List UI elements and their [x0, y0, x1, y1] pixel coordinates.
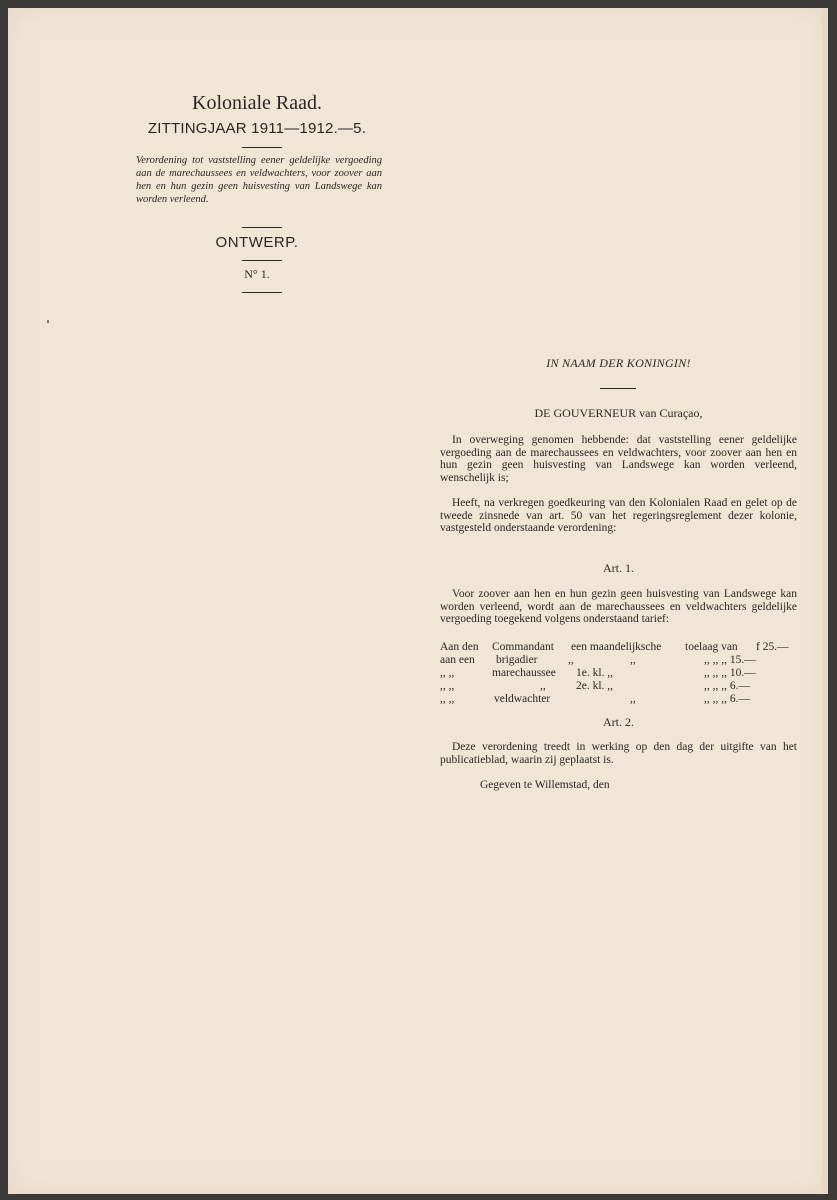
- tariff-cell: ,, ,,: [440, 693, 455, 705]
- tariff-rank: Commandant: [492, 641, 554, 653]
- tariff-amount: ,, ,, ,, 10.—: [704, 667, 756, 679]
- paper-speck: [47, 320, 49, 323]
- divider: [242, 260, 282, 261]
- divider: [242, 147, 282, 148]
- tariff-cell: ,, ,,: [440, 680, 455, 692]
- tariff-cell: ,,: [630, 654, 636, 666]
- tariff-rank: marechaussee: [492, 667, 556, 679]
- draft-label: ONTWERP.: [215, 234, 299, 251]
- tariff-amount: f 25.—: [756, 641, 789, 653]
- article-1-heading: Art. 1.: [603, 561, 634, 575]
- divider: [242, 292, 282, 293]
- tariff-cell: ,,: [568, 654, 574, 666]
- consideration-paragraph: In overweging genomen hebbende: dat vaststelling eener geldelijke vergoeding aan de marechaussees en veldwachters, voor zoover aan hen en hun gezin geen huisvesting van Landswege kan worden verleend, wenschelijk is;: [440, 434, 797, 484]
- tariff-row: [440, 654, 797, 667]
- divider: [600, 388, 636, 389]
- page-edge: [822, 8, 828, 1194]
- approval-paragraph: Heeft, na verkregen goedkeuring van den Kolonialen Raad en gelet op de tweede zinsnede van art. 50 van het regeringsreglement dezer kolonie, vastgesteld onderstaande verordening:: [440, 497, 797, 534]
- tariff-rank: veldwachter: [494, 693, 551, 705]
- ordinance-description: Verordening tot vaststelling eener geldelijke vergoeding aan de marechaussees en veldwachters, voor zoover aan hen en hun gezin geen huisvesting van Landswege kan worden verleend.: [136, 155, 382, 205]
- divider: [242, 227, 282, 228]
- tariff-cell: Aan den: [440, 641, 479, 653]
- governor-heading: DE GOUVERNEUR van Curaçao,: [534, 406, 703, 420]
- tariff-rank: brigadier: [496, 654, 538, 666]
- tariff-row: [440, 667, 797, 680]
- tariff-cell: 1e. kl. ,,: [576, 667, 614, 679]
- tariff-amount: ,, ,, ,, 15.—: [704, 654, 756, 666]
- tariff-amount: ,, ,, ,, 6.—: [704, 680, 750, 692]
- closing-line: Gegeven te Willemstad, den: [480, 779, 610, 791]
- tariff-cell: een maandelijksche: [571, 641, 662, 653]
- article-1-text: Voor zoover aan hen en hun gezin geen huisvesting van Landswege kan worden verleend, wordt aan de marechaussees en veldwachters geldelijke vergoeding toegekend volgens onderstaand tarief:: [440, 588, 797, 625]
- tariff-cell: toelaag van: [685, 641, 738, 653]
- tariff-cell: aan een: [440, 654, 475, 666]
- tariff-cell: ,, ,,: [440, 667, 455, 679]
- article-2-text: Deze verordening treedt in werking op den dag der uitgifte van het publicatieblad, waarin zij geplaatst is.: [440, 741, 797, 766]
- invocation: IN NAAM DER KONINGIN!: [546, 356, 691, 370]
- tariff-row: [440, 641, 797, 654]
- session-year: ZITTINGJAAR 1911—1912.—5.: [147, 120, 367, 137]
- tariff-rank: ,,: [540, 680, 546, 692]
- tariff-row: [440, 693, 797, 706]
- document-title: Koloniale Raad.: [192, 92, 322, 114]
- article-2-heading: Art. 2.: [603, 715, 634, 729]
- tariff-cell: 2e. kl. ,,: [576, 680, 614, 692]
- document-number: N° 1.: [244, 267, 270, 281]
- tariff-amount: ,, ,, ,, 6.—: [704, 693, 750, 705]
- tariff-cell: ,,: [630, 693, 636, 705]
- tariff-row: [440, 680, 797, 693]
